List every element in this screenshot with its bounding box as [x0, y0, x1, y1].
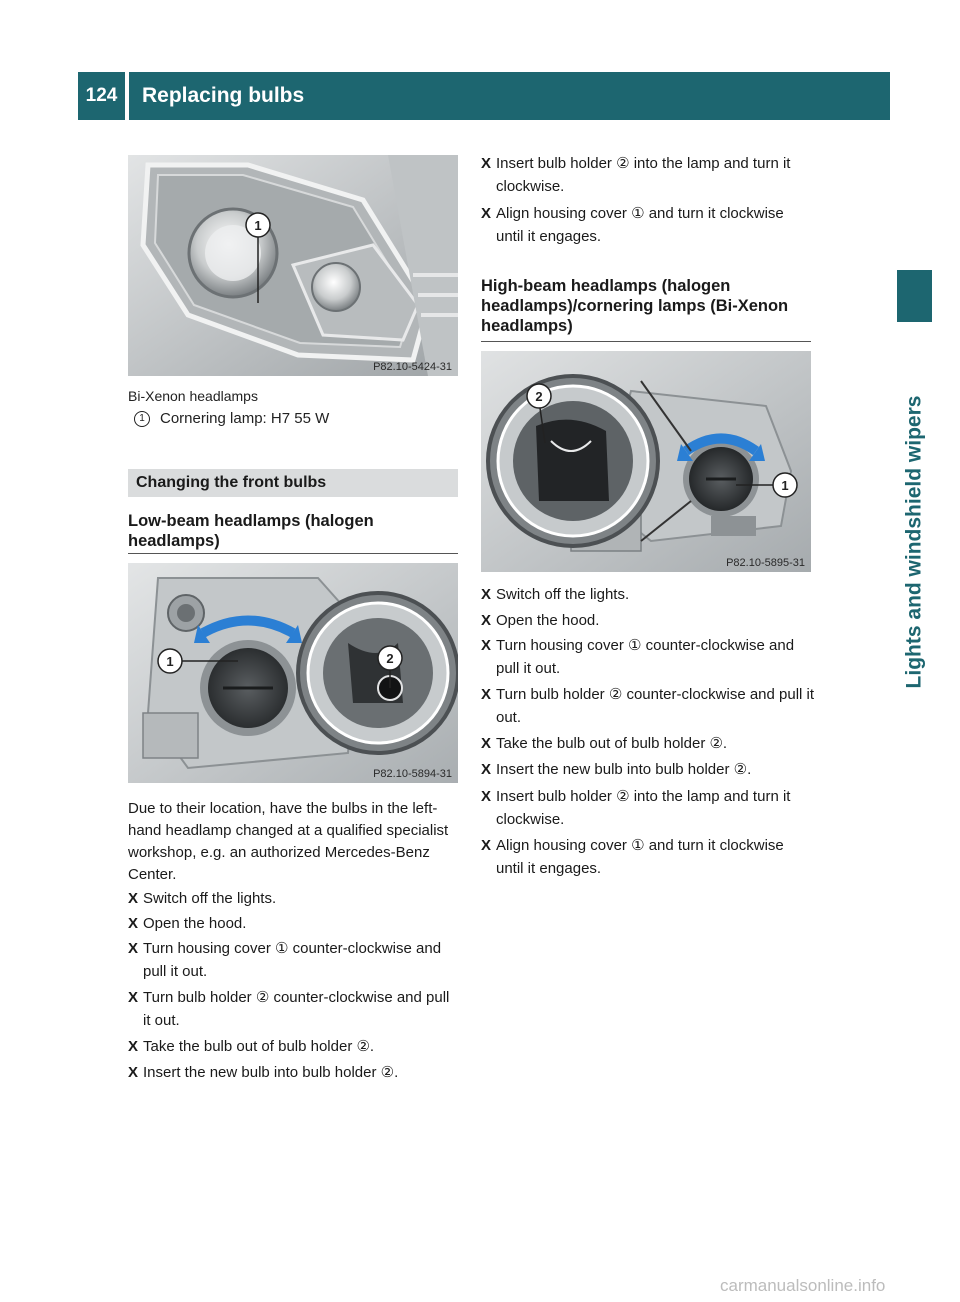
step-marker-icon: X — [481, 586, 492, 603]
step-marker-icon: X — [481, 788, 492, 805]
legend-text: Cornering lamp: H7 55 W — [160, 410, 330, 427]
step-marker-icon: X — [481, 735, 492, 752]
step-marker-icon: X — [128, 890, 139, 907]
figure-code: P82.10-5895-31 — [726, 557, 805, 569]
page-number: 124 — [78, 72, 125, 120]
step-marker-icon: X — [481, 637, 492, 654]
callout-1: 1 — [166, 654, 174, 669]
legend-number: 1 — [134, 411, 150, 427]
step-item: X Insert bulb holder ② into the lamp and turn it clockwise. — [481, 785, 815, 831]
step-item: X Open the hood. — [128, 912, 460, 935]
subsection-heading-high-beam: High-beam headlamps (halogen headlamps)/cornering lamps (Bi-Xenon headlamps) — [481, 277, 789, 335]
step-marker-icon: X — [481, 612, 492, 629]
step-item: X Open the hood. — [481, 609, 815, 632]
legend-item — [128, 410, 329, 427]
step-item: X Align housing cover ① and turn it clockwise until it engages. — [481, 834, 815, 880]
side-tab-marker — [897, 270, 932, 322]
figure-code: P82.10-5894-31 — [373, 768, 452, 780]
step-item: X Switch off the lights. — [481, 583, 815, 606]
step-item: X Turn bulb holder ② counter-clockwise and pull it out. — [128, 986, 460, 1032]
step-item: X Align housing cover ① and turn it clockwise until it engages. — [481, 202, 813, 248]
callout-1: 1 — [781, 478, 789, 493]
step-marker-icon: X — [481, 837, 492, 854]
callout-1: 1 — [254, 218, 262, 233]
side-tab-label: Lights and windshield wipers — [902, 395, 926, 689]
high-beam-headlamp-illustration — [481, 351, 811, 572]
page-title: Replacing bulbs — [129, 72, 890, 120]
step-marker-icon: X — [128, 1038, 139, 1055]
low-beam-headlamp-illustration — [128, 563, 458, 783]
step-marker-icon: X — [481, 205, 492, 222]
step-item: X Turn bulb holder ② counter-clockwise and pull it out. — [481, 683, 815, 729]
step-item: X Switch off the lights. — [128, 887, 460, 910]
section-heading: Changing the front bulbs — [128, 469, 458, 497]
intro-paragraph: Due to their location, have the bulbs in the left-hand headlamp changed at a qualified specialist workshop, e.g. an authorized Mercedes-Benz Center. — [128, 800, 449, 883]
step-item: X Turn housing cover ① counter-clockwise and pull it out. — [128, 937, 460, 983]
step-item: X Take the bulb out of bulb holder ②. — [481, 732, 815, 755]
step-item: X Insert bulb holder ② into the lamp and turn it clockwise. — [481, 152, 813, 198]
step-item: X Insert the new bulb into bulb holder ②. — [128, 1061, 460, 1084]
step-marker-icon: X — [481, 686, 492, 703]
step-marker-icon: X — [481, 761, 492, 778]
step-marker-icon: X — [128, 989, 139, 1006]
step-item: X Insert the new bulb into bulb holder ②. — [481, 758, 815, 781]
high-beam-headlamp-image — [481, 351, 811, 572]
divider — [481, 341, 811, 342]
watermark: carmanualsonline.info — [720, 1276, 886, 1295]
callout-2: 2 — [535, 389, 543, 404]
step-marker-icon: X — [481, 155, 492, 172]
bi-xenon-headlamp-image — [128, 155, 458, 376]
bi-xenon-headlamp-illustration — [128, 155, 458, 376]
step-marker-icon: X — [128, 1064, 139, 1081]
step-item: X Turn housing cover ① counter-clockwise and pull it out. — [481, 634, 815, 680]
step-item: X Take the bulb out of bulb holder ②. — [128, 1035, 460, 1058]
figure-code: P82.10-5424-31 — [373, 361, 452, 373]
callout-2: 2 — [386, 651, 394, 666]
low-beam-headlamp-image — [128, 563, 458, 783]
figure-caption: Bi-Xenon headlamps — [128, 388, 258, 404]
step-marker-icon: X — [128, 940, 139, 957]
step-marker-icon: X — [128, 915, 139, 932]
side-tab — [897, 322, 932, 762]
divider — [128, 553, 458, 554]
subsection-heading-low-beam: Low-beam headlamps (halogen headlamps) — [128, 512, 374, 550]
